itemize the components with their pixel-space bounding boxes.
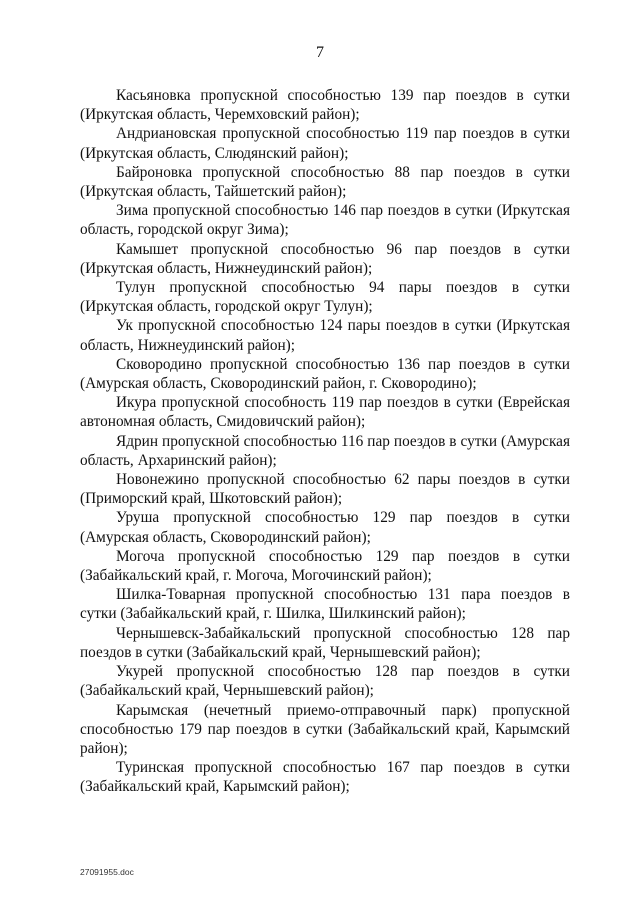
paragraph: Касьяновка пропускной способностью 139 пар поездов в сутки (Иркутская область, Черемховский район); — [80, 87, 570, 124]
paragraph: Туринская пропускной способностью 167 пар поездов в сутки (Забайкальский край, Карымский район); — [80, 759, 570, 796]
paragraph: Сковородино пропускной способностью 136 пар поездов в сутки (Амурская область, Сковородинский район, г. Сковородино); — [80, 355, 570, 393]
paragraph: Тулун пропускной способностью 94 пары поездов в сутки (Иркутская область, городской округ Тулун); — [80, 279, 570, 316]
paragraph: Могоча пропускной способностью 129 пар поездов в сутки (Забайкальский край, г. Могоча, Могочинский район); — [80, 547, 570, 585]
paragraph: Шилка-Товарная пропускной способностью 131 пара поездов в сутки (Забайкальский край, г. Шилка, Шилкинский район); — [80, 586, 570, 623]
paragraph: Ук пропускной способностью 124 пары поездов в сутки (Иркутская область, Нижнеудинский район); — [80, 317, 570, 354]
paragraph: Новонежино пропускной способностью 62 пары поездов в сутки (Приморский край, Шкотовский район); — [80, 471, 570, 508]
paragraph: Камышет пропускной способностью 96 пар поездов в сутки (Иркутская область, Нижнеудинский район); — [80, 240, 570, 277]
paragraph: Чернышевск-Забайкальский пропускной способностью 128 пар поездов в сутки (Забайкальский край, Чернышевский район); — [80, 624, 570, 661]
page-number: 7 — [316, 44, 324, 61]
document-filename-footer: 27091955.doc — [80, 867, 134, 877]
paragraph: Андриановская пропускной способностью 119 пар поездов в сутки (Иркутская область, Слюдянский район); — [80, 125, 570, 162]
paragraph: Ядрин пропускной способностью 116 пар поездов в сутки (Амурская область, Архаринский район); — [80, 432, 570, 469]
paragraph: Икура пропускной способность 119 пар поездов в сутки (Еврейская автономная область, Смидовичский район); — [80, 394, 570, 431]
paragraph: Укурей пропускной способностью 128 пар поездов в сутки (Забайкальский край, Чернышевский район); — [80, 663, 570, 700]
paragraph: Уруша пропускной способностью 129 пар поездов в сутки (Амурская область, Сковородинский район); — [80, 509, 570, 546]
document-body — [80, 86, 570, 797]
paragraph: Зима пропускной способностью 146 пар поездов в сутки (Иркутская область, городской округ Зима); — [80, 202, 570, 239]
paragraph: Байроновка пропускной способностью 88 пар поездов в сутки (Иркутская область, Тайшетский район); — [80, 163, 570, 201]
paragraph: Карымская (нечетный приемо-отправочный парк) пропускной способностью 179 пар поездов в сутки (Забайкальский край, Карымский район); — [80, 701, 570, 757]
